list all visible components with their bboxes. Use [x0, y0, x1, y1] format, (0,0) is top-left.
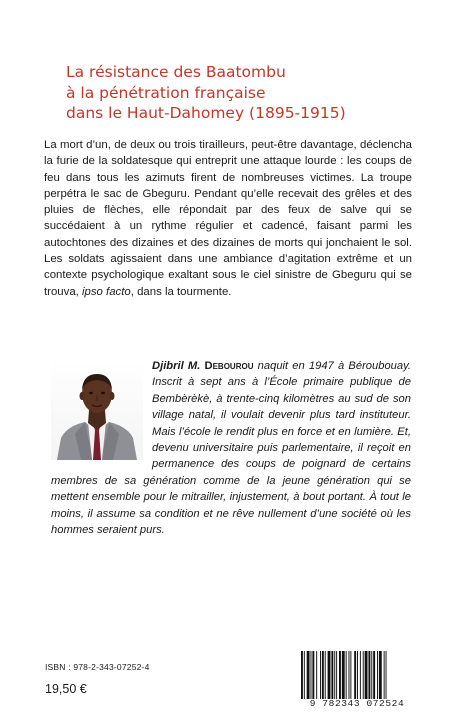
barcode-bar [312, 651, 314, 699]
title-line: La résistance des Baatombu [66, 63, 286, 81]
barcode-bar [301, 651, 303, 699]
barcode-digits: 9 782343 072524 [309, 698, 405, 709]
barcode-bar [311, 651, 312, 699]
barcode-bar [368, 651, 370, 699]
isbn: ISBN : 978-2-343-07252-4 [45, 662, 150, 672]
barcode-bar [365, 651, 368, 699]
synopsis-paragraph [44, 137, 412, 300]
barcode-bar [331, 651, 333, 699]
barcode-bar [379, 651, 382, 699]
book-title [66, 62, 426, 124]
barcode-bar [339, 651, 341, 699]
barcode-bar [307, 651, 310, 699]
barcode-bar [350, 651, 351, 699]
barcode-bar [320, 651, 321, 699]
author-bio-text: naquit en 1947 à Béroubouay. Inscrit à sept ans à l’École primaire publique de Bembèrèkè, à trente-cinq kilomètres au sud de son village natal, il voulait devenir plus tard instituteur. Mais l’école le rendit plus en force et en lumière. Et, devenu universitaire puis parlementaire, il reçoit en permanence des coups de poignard de certains membres de sa génération comme de la jeune génération qui se mettent ensemble pour le mitrailler, injustement, à bout portant. À tout le moins, il assume sa condition et ne rêve nullement d’une société où les hommes seraient purs. [51, 360, 411, 537]
title-line: dans le Haut-Dahomey (1895-1915) [66, 104, 346, 122]
barcode-bar [371, 651, 372, 699]
synopsis-text-end: , dans la tourmente. [130, 285, 232, 298]
barcode-bar [386, 651, 387, 699]
barcode-bar [316, 651, 317, 699]
barcode-bar [346, 651, 347, 699]
barcode-bar [377, 651, 378, 699]
barcode-bar [354, 651, 356, 699]
barcode-bar [304, 651, 305, 699]
price: 19,50 € [45, 682, 87, 696]
synopsis-text: La mort d’un, de deux ou trois tirailleurs, peut-être davantage, déclencha la furie de la soldatesque qui entreprit une attaque lourde : les coups de feu dans tous les azimuts firent de nombreuses victimes. La troupe perpétra le sac de Gbeguru. Pendant qu’elle recevait des grêles et des pluies de flèches, elle répondait par des feux de salve qui se succédaient à un rythme régulier et cadencé, faisant parmi les autochtones des dizaines et des dizaines de morts qui jonchaient le sol. Les soldats agissaient dans une ambiance d’agitation extrême et un contexte psychologique exaltant sous le ciel sinistre de Gbeguru qui se trouva, [44, 139, 412, 298]
synopsis-italic: ipso facto [82, 285, 131, 298]
barcode-bar [349, 651, 350, 699]
barcode-bar [363, 651, 364, 699]
barcode-bar [328, 651, 331, 699]
barcode-bar [334, 651, 335, 699]
barcode-bar [357, 651, 358, 699]
barcode-bar [360, 651, 361, 699]
barcode-bar [342, 651, 345, 699]
barcode-bar [336, 651, 337, 699]
author-first-name: Djibril M. [152, 360, 201, 372]
barcode [295, 651, 419, 699]
barcode-bar [322, 651, 324, 699]
title-line: à la pénétration française [66, 83, 266, 102]
author-last-name: Debourou [204, 360, 254, 372]
barcode-bar [325, 651, 326, 699]
barcode-bar [373, 651, 375, 699]
barcode-bar [384, 651, 385, 699]
author-biography [51, 358, 411, 538]
